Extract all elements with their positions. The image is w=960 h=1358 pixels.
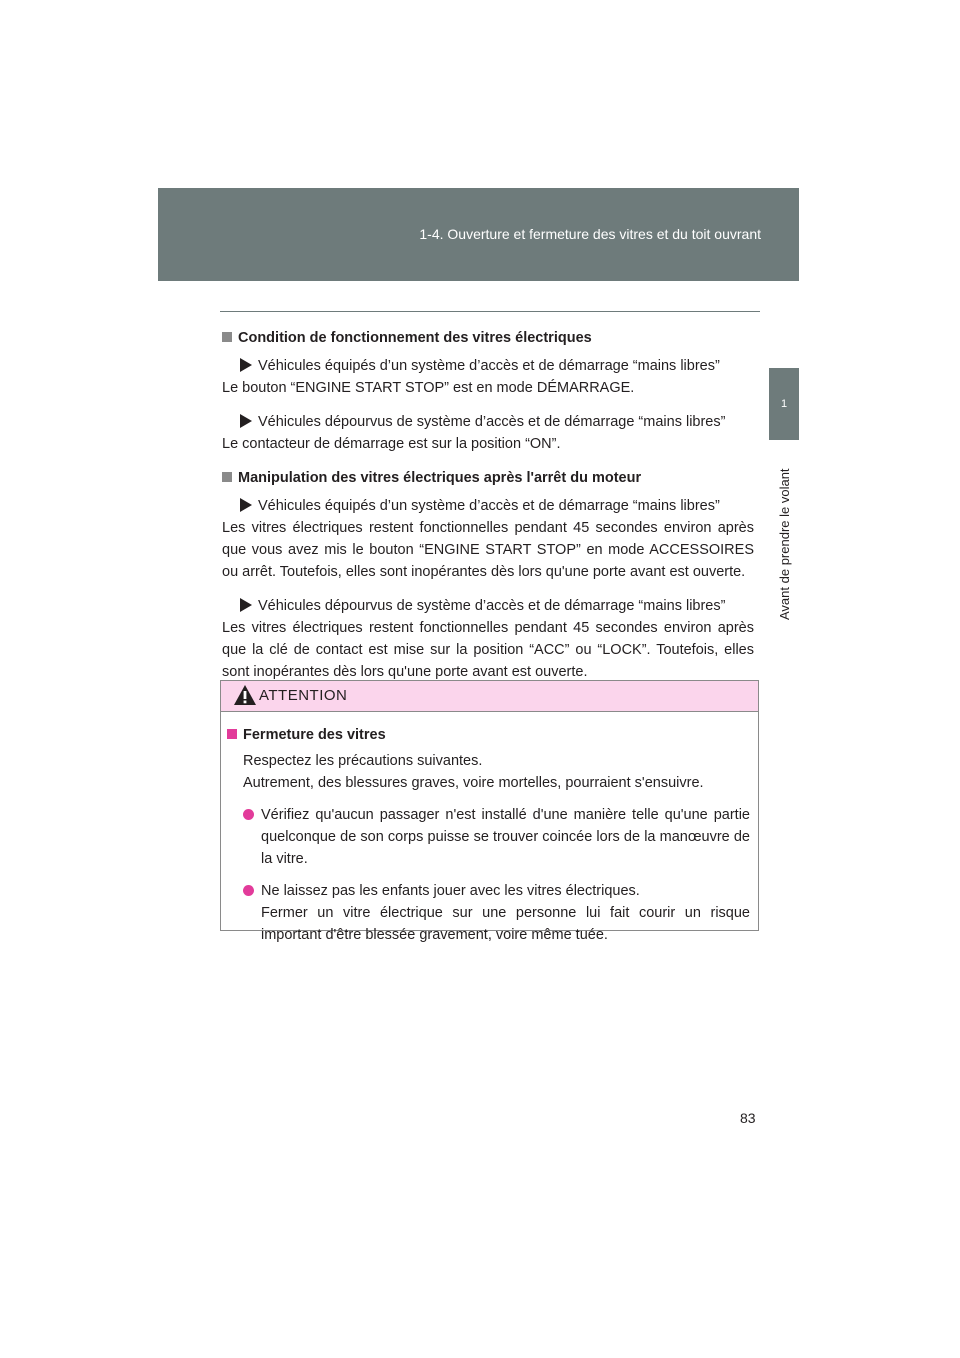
circle-bullet-icon — [243, 809, 254, 820]
square-bullet-icon — [227, 729, 237, 739]
condition-label: Véhicules équipés d’un système d’accès et de démarrage “mains libres” — [222, 495, 754, 517]
warning-intro: Respectez les précautions suivantes. Autrement, des blessures graves, voire mortelles, pourraient s'ensuivre. — [243, 753, 704, 791]
section-header-bar — [158, 188, 799, 281]
condition-text: Les vitres électriques restent fonctionnelles pendant 45 secondes environ après que vous avez mis le bouton “ENGINE START STOP” en mode ACCESSOIRES ou arrêt. Toutefois, elles sont inopérantes dès lors qu'une porte avant est ouverte. — [222, 520, 754, 580]
condition-text: Le bouton “ENGINE START STOP” est en mode DÉMARRAGE. — [222, 380, 635, 396]
section-heading: Manipulation des vitres électriques après l'arrêt du moteur — [222, 467, 754, 489]
warning-body — [221, 712, 758, 946]
triangle-arrow-icon — [240, 598, 252, 612]
chapter-label-text: Avant de prendre le volant — [777, 468, 792, 620]
circle-bullet-icon — [243, 885, 254, 896]
warning-box — [220, 680, 759, 943]
triangle-arrow-icon — [240, 498, 252, 512]
section-heading: Condition de fonctionnement des vitres électriques — [222, 327, 754, 349]
warning-triangle-icon — [233, 684, 257, 706]
condition-label: Véhicules équipés d’un système d’accès et de démarrage “mains libres” — [222, 355, 754, 377]
condition-text: Le contacteur de démarrage est sur la position “ON”. — [222, 436, 561, 452]
warning-header — [221, 681, 758, 712]
main-content — [222, 327, 754, 695]
top-divider — [220, 311, 760, 312]
warning-bullet: Ne laissez pas les enfants jouer avec les vitres électriques. Fermer un vitre électrique sur une personne lui fait courir un risque important d'être blessée gravement, voire même tuée. — [227, 880, 750, 946]
square-bullet-icon — [222, 472, 232, 482]
warning-bullet: Vérifiez qu'aucun passager n'est installé d'une manière telle qu'une partie quelconque de son corps puisse se trouver coincée lors de la manœuvre de la vitre. — [227, 804, 750, 870]
chapter-tab — [769, 368, 799, 440]
chapter-tab-number: 1 — [780, 398, 788, 410]
triangle-arrow-icon — [240, 358, 252, 372]
condition-label: Véhicules dépourvus de système d’accès et de démarrage “mains libres” — [222, 595, 754, 617]
warning-heading: Fermeture des vitres — [227, 724, 750, 746]
triangle-arrow-icon — [240, 414, 252, 428]
condition-label: Véhicules dépourvus de système d’accès et de démarrage “mains libres” — [222, 411, 754, 433]
page-number: 83 — [740, 1110, 756, 1126]
square-bullet-icon — [222, 332, 232, 342]
warning-title: ATTENTION — [259, 687, 348, 704]
condition-text: Les vitres électriques restent fonctionnelles pendant 45 secondes environ après que la clé de contact est mise sur la position “ACC” ou “LOCK”. Toutefois, elles sont inopérantes dès lors qu'une porte avant est ouverte. — [222, 620, 754, 680]
section-title: 1-4. Ouverture et fermeture des vitres et du toit ouvrant — [419, 226, 761, 242]
